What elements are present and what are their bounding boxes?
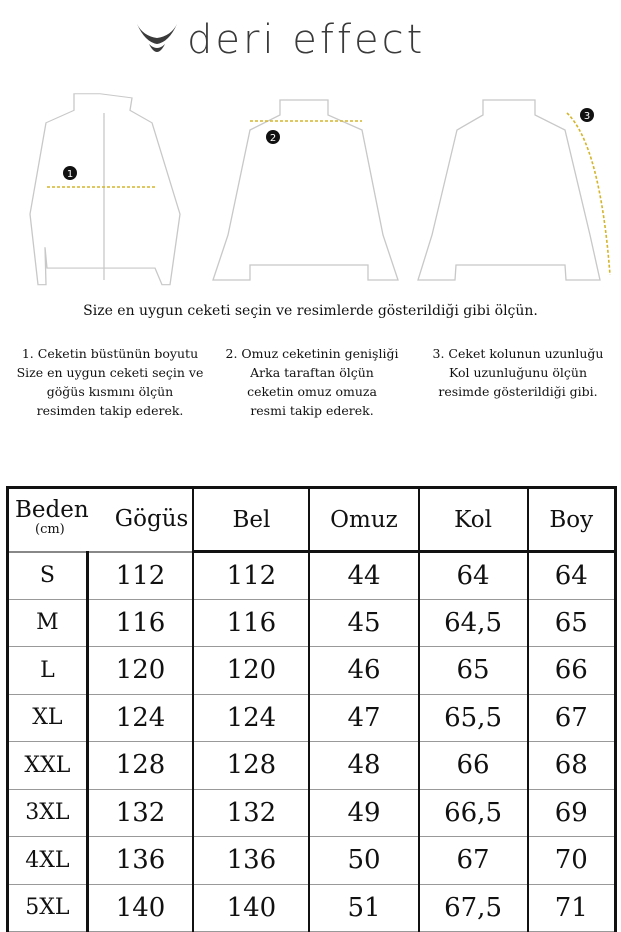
- size-cell: S: [8, 552, 88, 600]
- value-cell: 140: [87, 884, 193, 932]
- intro-text: Size en uygun ceketi seçin ve resimlerde gösterildiği gibi ölçün.: [83, 303, 538, 319]
- value-cell: 46: [309, 647, 418, 695]
- value-cell: 136: [87, 837, 193, 885]
- value-cell: 64: [419, 552, 528, 600]
- step-sleeve: 3. Ceket kolunun uzunluğu Kol uzunluğunu ölçün resimde gösterildiği gibi.: [432, 346, 604, 399]
- size-table: [6, 486, 617, 932]
- value-cell: 64: [528, 552, 616, 600]
- value-cell: 65: [528, 599, 616, 647]
- value-cell: 68: [528, 742, 616, 790]
- measure-marker-1: [63, 166, 77, 180]
- value-cell: 120: [87, 647, 193, 695]
- value-cell: 48: [309, 742, 418, 790]
- step-chest: 1. Ceketin büstünün boyutu Size en uygun ceketi seçin ve göğüs kısmını ölçün resimden takip ederek.: [16, 346, 204, 418]
- header-waist: Bel: [193, 488, 309, 552]
- size-cell: 4XL: [8, 837, 88, 885]
- value-cell: 128: [87, 742, 193, 790]
- bull-horns-icon: [135, 20, 179, 60]
- value-cell: 67: [528, 694, 616, 742]
- jacket-diagrams: [0, 85, 621, 295]
- value-cell: 124: [193, 694, 309, 742]
- size-cell: 5XL: [8, 884, 88, 932]
- value-cell: 51: [309, 884, 418, 932]
- value-cell: 50: [309, 837, 418, 885]
- value-cell: 65,5: [419, 694, 528, 742]
- header-unit: (cm): [35, 521, 65, 537]
- value-cell: 132: [193, 789, 309, 837]
- svg-text:3: 3: [583, 111, 591, 122]
- value-cell: 49: [309, 789, 418, 837]
- table-row: [8, 694, 616, 742]
- value-cell: 132: [87, 789, 193, 837]
- table-row: [8, 837, 616, 885]
- table-header-row: [8, 488, 616, 552]
- value-cell: 140: [193, 884, 309, 932]
- jacket-back-sleeve: [418, 100, 600, 280]
- value-cell: 69: [528, 789, 616, 837]
- value-cell: 112: [193, 552, 309, 600]
- measure-marker-2: [266, 130, 280, 144]
- value-cell: 70: [528, 837, 616, 885]
- size-cell: L: [8, 647, 88, 695]
- jacket-front: [30, 94, 180, 285]
- table-row: [8, 552, 616, 600]
- table-row: [8, 647, 616, 695]
- value-cell: 47: [309, 694, 418, 742]
- value-cell: 112: [87, 552, 193, 600]
- header-size: [8, 488, 194, 552]
- value-cell: 71: [528, 884, 616, 932]
- value-cell: 116: [193, 599, 309, 647]
- header-size-label: Beden: [15, 496, 89, 523]
- header-length: Boy: [528, 488, 616, 552]
- brand-logo: [135, 14, 485, 66]
- table-row: [8, 742, 616, 790]
- value-cell: 67,5: [419, 884, 528, 932]
- size-cell: M: [8, 599, 88, 647]
- table-row: [8, 884, 616, 932]
- size-cell: XL: [8, 694, 88, 742]
- jacket-back-shoulder: [213, 100, 398, 280]
- step-shoulder: 2. Omuz ceketinin genişliği Arka taraftan ölçün ceketin omuz omuza resmi takip ederek.: [225, 346, 399, 418]
- table-row: [8, 599, 616, 647]
- value-cell: 116: [87, 599, 193, 647]
- value-cell: 44: [309, 552, 418, 600]
- value-cell: 120: [193, 647, 309, 695]
- brand-name: deri effect: [187, 17, 426, 63]
- header-sleeve: Kol: [419, 488, 528, 552]
- value-cell: 124: [87, 694, 193, 742]
- value-cell: 67: [419, 837, 528, 885]
- value-cell: 128: [193, 742, 309, 790]
- value-cell: 136: [193, 837, 309, 885]
- measure-marker-3: [580, 108, 594, 122]
- size-cell: XXL: [8, 742, 88, 790]
- value-cell: 45: [309, 599, 418, 647]
- value-cell: 64,5: [419, 599, 528, 647]
- size-cell: 3XL: [8, 789, 88, 837]
- value-cell: 66: [419, 742, 528, 790]
- svg-text:1: 1: [66, 169, 74, 180]
- header-shoulder: Omuz: [309, 488, 418, 552]
- header-chest: Gögüs: [114, 506, 189, 532]
- table-row: [8, 789, 616, 837]
- value-cell: 66,5: [419, 789, 528, 837]
- svg-text:2: 2: [269, 133, 277, 144]
- value-cell: 65: [419, 647, 528, 695]
- value-cell: 66: [528, 647, 616, 695]
